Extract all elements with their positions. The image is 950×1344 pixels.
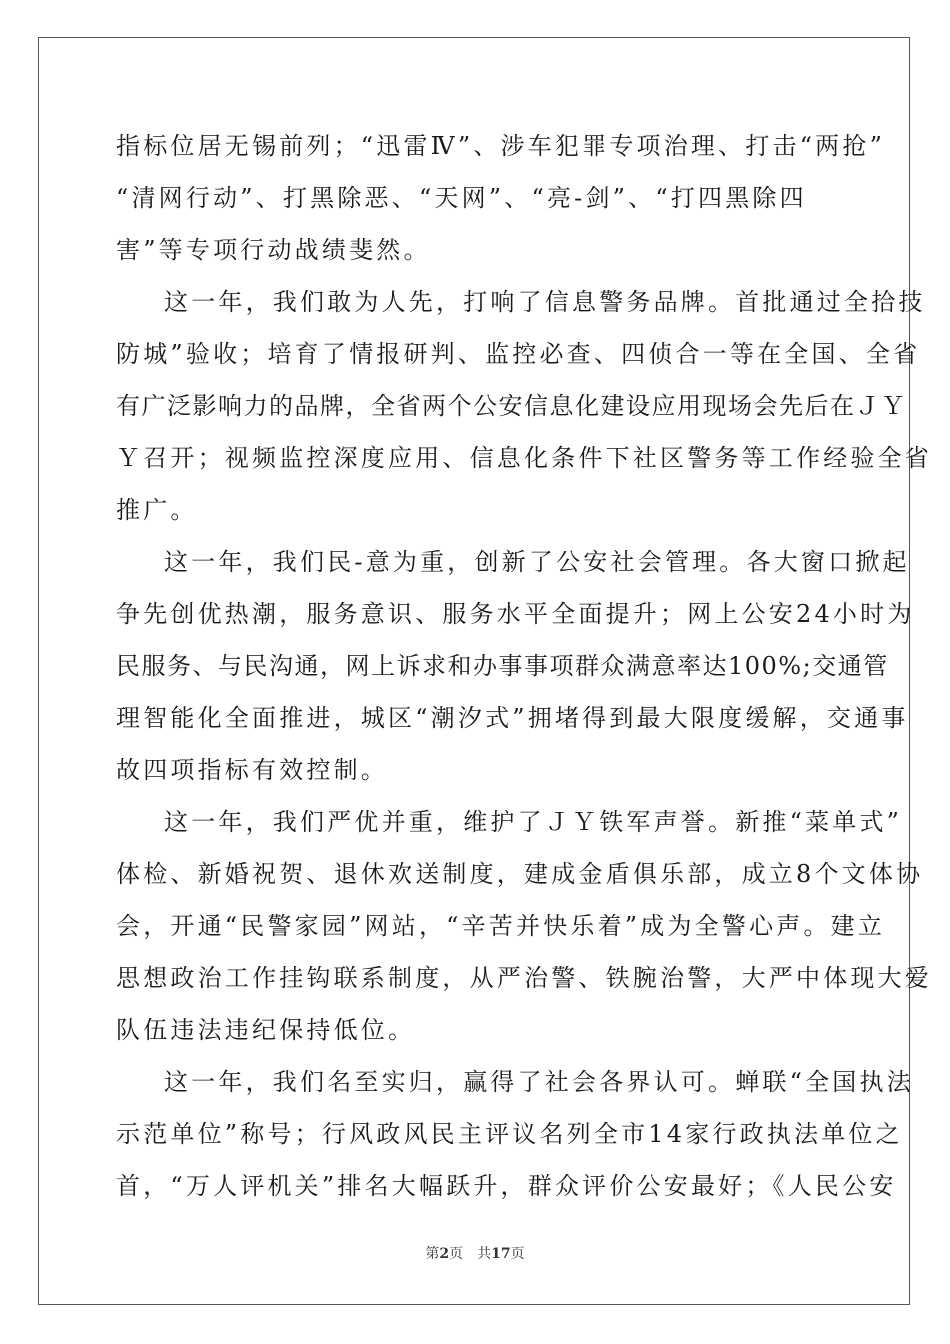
page-suffix: 页 — [449, 1246, 464, 1262]
text-line: 理智能化全面推进，城区“潮汐式”拥堵得到最大限度缓解，交通事 — [116, 704, 909, 732]
text-line: 思想政治工作挂钩联系制度，从严治警、铁腕治警，大严中体现大爱 — [116, 964, 932, 992]
text-line: 防城”验收；培育了情报研判、监控必查、四侦合一等在全国、全省 — [116, 340, 921, 368]
paragraph-start-line: 这一年，我们严优并重，维护了ＪＹ铁军声誉。新推“菜单式” — [164, 808, 903, 836]
text-line: 民服务、与民沟通，网上诉求和办事事项群众满意率达100%;交通管 — [116, 652, 889, 680]
paragraph-start-line: 这一年，我们民-意为重，创新了公安社会管理。各大窗口掀起 — [164, 548, 910, 576]
text-line: 体检、新婚祝贺、退休欢送制度，建成金盾俱乐部，成立8个文体协 — [116, 860, 924, 888]
text-line: 争先创优热潮，服务意识、服务水平全面提升；网上公安24小时为 — [116, 600, 915, 628]
text-line: Ｙ召开；视频监控深度应用、信息化条件下社区警务等工作经验全省 — [116, 444, 932, 472]
total-suffix: 页 — [510, 1246, 525, 1262]
page-number: 2 — [439, 1246, 450, 1262]
total-pages: 17 — [491, 1246, 511, 1262]
text-line: “清网行动”、打黑除恶、“天网”、“亮-剑”、“打四黑除四 — [116, 184, 807, 212]
text-line: 示范单位”称号；行风政风民主评议名列全市14家行政执法单位之 — [116, 1120, 903, 1148]
text-line: 队伍违法违纪保持低位。 — [116, 1016, 416, 1044]
document-body — [116, 128, 932, 1220]
text-line: 指标位居无锡前列；“迅雷Ⅳ”、涉车犯罪专项治理、打击“两抢” — [116, 132, 886, 160]
text-line: 有广泛影响力的品牌，全省两个公安信息化建设应用现场会先后在ＪＹ — [116, 392, 907, 420]
text-line: 推广。 — [116, 496, 198, 524]
text-line: 会，开通“民警家园”网站，“辛苦并快乐着”成为全警心声。建立 — [116, 912, 886, 940]
text-line: 害”等专项行动战绩斐然。 — [116, 236, 431, 264]
page-footer — [0, 1243, 950, 1263]
paragraph-start-line: 这一年，我们敢为人先，打响了信息警务品牌。首批通过全拾技 — [164, 288, 926, 316]
total-prefix: 共 — [477, 1246, 492, 1262]
paragraph-start-line: 这一年，我们名至实归，赢得了社会各界认可。蝉联“全国执法 — [164, 1068, 914, 1096]
page-prefix: 第 — [425, 1246, 440, 1262]
text-line: 故四项指标有效控制。 — [116, 756, 388, 784]
text-line: 首，“万人评机关”排名大幅跃升，群众评价公安最好；《人民公安 — [116, 1172, 897, 1200]
